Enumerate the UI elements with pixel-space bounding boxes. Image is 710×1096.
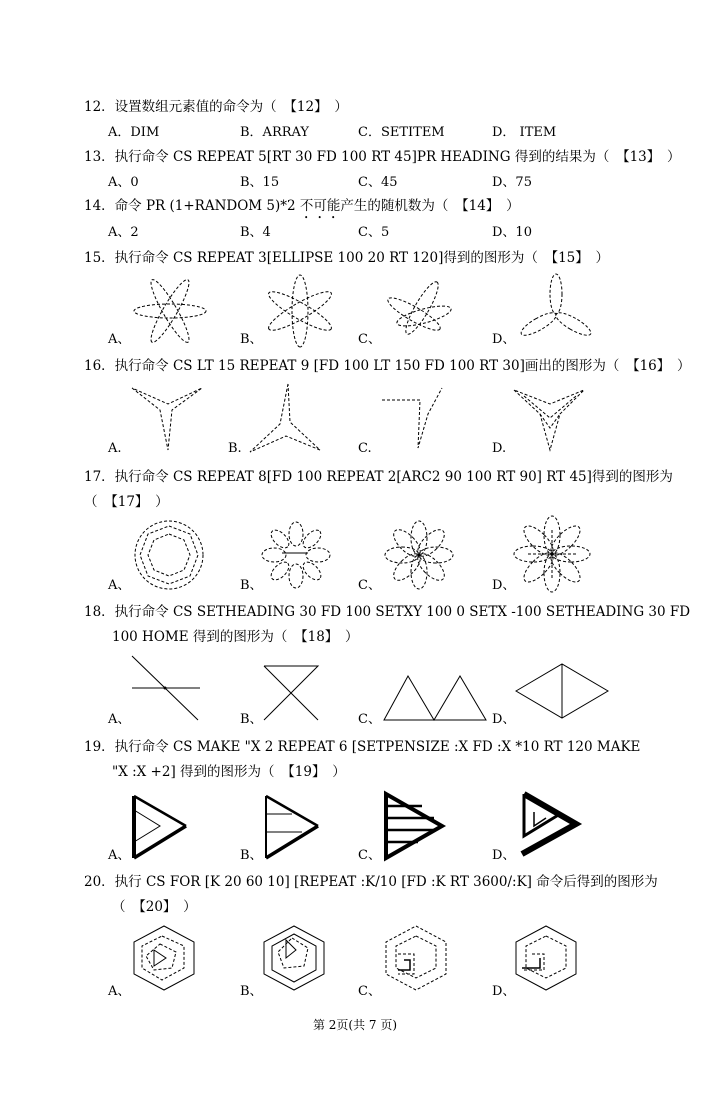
q16-figure-c <box>382 386 444 452</box>
q17-figure-a <box>132 518 206 592</box>
q16-figure-a <box>132 386 204 452</box>
question-16: 16．执行命令 CS LT 15 REPEAT 9 [FD 100 LT 150 FD 100 RT 30]画出的图形为（ 【16】 ） <box>84 358 691 374</box>
q19-option-b: B、 <box>240 848 263 863</box>
q12-option-b: B．ARRAY <box>240 125 309 140</box>
question-18: 18．执行命令 CS SETHEADING 30 FD 100 SETXY 100 0 SETX -100 SETHEADING 30 FD <box>84 604 691 620</box>
q16-option-d: D. <box>492 441 507 456</box>
q19-figure-c <box>382 792 446 860</box>
q12-option-c: C．SETITEM <box>358 125 445 140</box>
question-17: 17．执行命令 CS REPEAT 8[FD 100 REPEAT 2[ARC2 90 100 RT 90] RT 45]得到的图形为 <box>84 469 673 485</box>
q20-option-c: C、 <box>358 984 381 999</box>
q20-figure-c <box>384 924 448 992</box>
q17-option-b: B、 <box>240 578 263 593</box>
q15-option-b: B、 <box>240 332 263 347</box>
q20-figure-a <box>132 924 196 992</box>
q19-figure-d <box>514 790 580 860</box>
question-15: 15．执行命令 CS REPEAT 3[ELLIPSE 100 20 RT 120]得到的图形为（ 【15】 ） <box>84 250 610 266</box>
q17-figure-d <box>514 516 590 592</box>
q14-option-b: B、4 <box>240 225 271 240</box>
q13-option-b: B、15 <box>240 175 280 190</box>
q19-option-d: D、 <box>492 848 516 863</box>
q17-option-d: D、 <box>492 578 516 593</box>
q18-figure-b <box>262 664 320 722</box>
question-19: 19．执行命令 CS MAKE "X 2 REPEAT 6 [SETPENSIZE :X FD :X *10 RT 120 MAKE <box>84 739 641 755</box>
q14-option-a: A、2 <box>108 225 139 240</box>
q16-option-a: A. <box>108 441 122 456</box>
page-footer: 第 2页(共 7 页) <box>312 1018 398 1032</box>
question-17-line2: （ 【17】 ） <box>84 494 169 510</box>
q17-figure-c <box>382 518 456 592</box>
question-12: 12．设置数组元素值的命令为（ 【12】 ） <box>84 99 348 115</box>
q19-option-c: C、 <box>358 848 381 863</box>
q14-text-before: 14．命令 PR (1+RANDOM 5)*2 <box>84 198 300 214</box>
q19-figure-b <box>262 794 322 860</box>
q18-option-d: D、 <box>492 712 516 727</box>
q20-option-a: A、 <box>108 984 131 999</box>
q20-option-d: D、 <box>492 984 516 999</box>
q14-text-after: 产生的随机数为（ 【14】 ） <box>340 198 520 214</box>
q16-figure-d <box>514 388 586 452</box>
q15-option-c: C、 <box>358 332 381 347</box>
q18-figure-d <box>514 662 610 720</box>
q16-option-c: C. <box>358 441 372 456</box>
q19-option-a: A、 <box>108 848 131 863</box>
q20-figure-d <box>514 924 578 992</box>
q15-option-d: D、 <box>492 332 516 347</box>
q15-figure-a <box>132 276 208 346</box>
question-14 <box>84 197 520 222</box>
q18-option-a: A、 <box>108 712 131 727</box>
q16-figure-b <box>246 382 322 454</box>
q13-option-a: A、0 <box>108 175 139 190</box>
question-20-line2: （ 【20】 ） <box>112 899 197 915</box>
q16-option-b: B. <box>228 441 242 456</box>
q12-option-a: A．DIM <box>108 125 160 140</box>
q19-figure-a <box>130 794 190 860</box>
q15-figure-c <box>384 278 454 344</box>
question-13: 13．执行命令 CS REPEAT 5[RT 30 FD 100 RT 45]PR HEADING 得到的结果为（ 【13】 ） <box>84 149 681 165</box>
q17-option-a: A、 <box>108 578 131 593</box>
question-20: 20．执行 CS FOR [K 20 60 10] [REPEAT :K/10 [FD :K RT 3600/:K] 命令后得到的图形为 <box>84 874 658 890</box>
q17-figure-b <box>262 520 330 590</box>
question-18-line2: 100 HOME 得到的图形为（ 【18】 ） <box>112 629 359 645</box>
q15-figure-d <box>518 274 594 344</box>
q13-option-c: C、45 <box>358 175 398 190</box>
q15-option-a: A、 <box>108 332 131 347</box>
q18-figure-c <box>382 672 490 722</box>
q20-figure-b <box>262 924 326 992</box>
q18-figure-a <box>130 654 202 722</box>
q14-option-c: C、5 <box>358 225 390 240</box>
q15-figure-b <box>262 276 338 346</box>
q13-option-d: D、75 <box>492 175 532 190</box>
q17-option-c: C、 <box>358 578 381 593</box>
q20-option-b: B、 <box>240 984 263 999</box>
question-19-line2: "X :X +2] 得到的图形为（ 【19】 ） <box>112 764 346 780</box>
q18-option-b: B、 <box>240 712 263 727</box>
q14-emphasis: 不可能 <box>299 198 341 214</box>
q14-option-d: D、10 <box>492 225 532 240</box>
q12-option-d: D． ITEM <box>492 125 557 140</box>
q18-option-c: C、 <box>358 712 381 727</box>
